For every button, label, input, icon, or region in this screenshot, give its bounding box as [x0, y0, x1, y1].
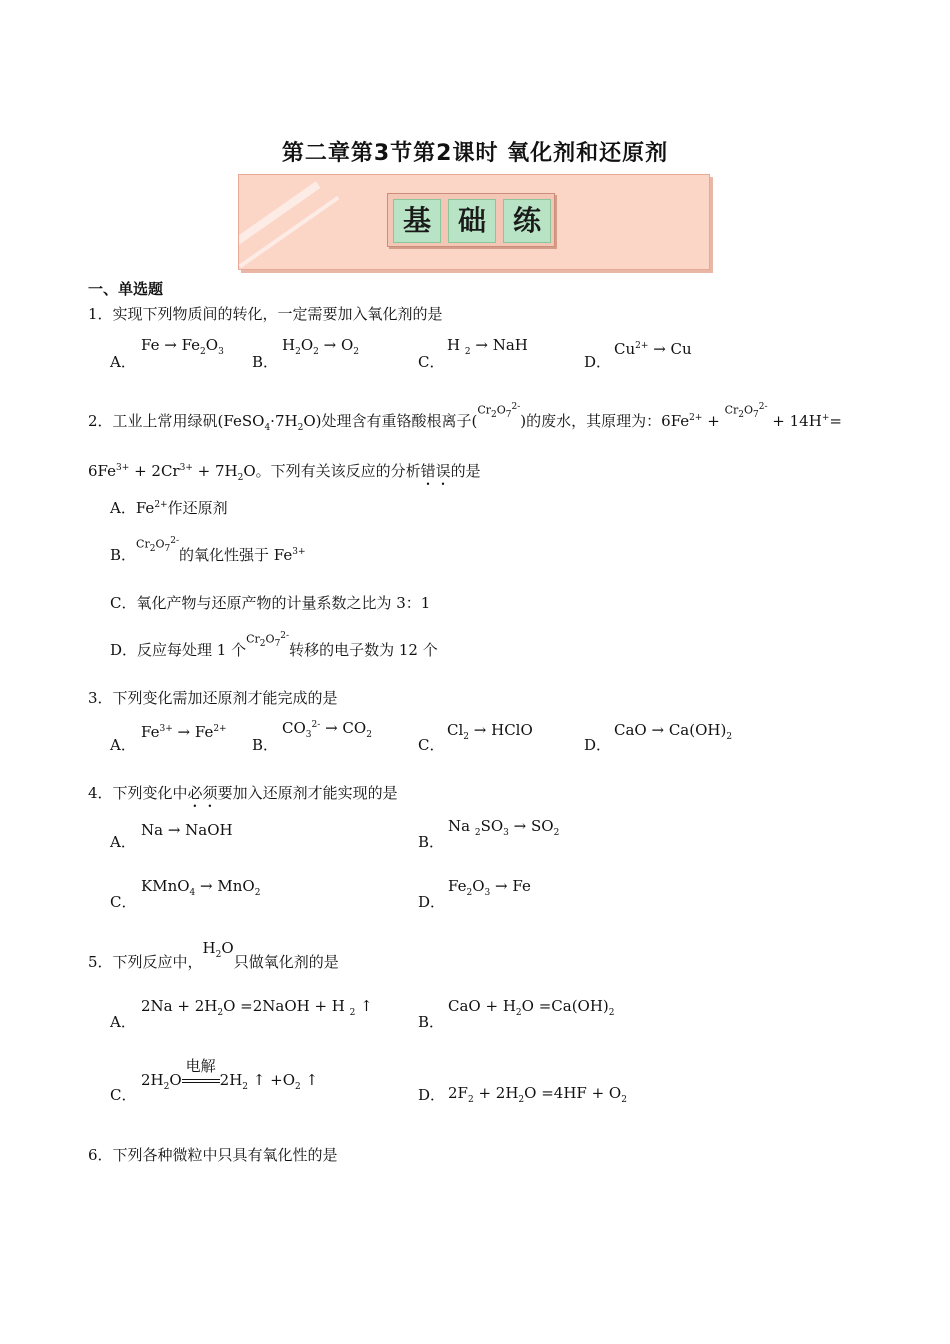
q5-option-b-formula: CaO + $H_2O =Ca(OH)_2$: [448, 997, 615, 1018]
q2-stem-part: 6Fe: [88, 462, 117, 480]
q4-option-a-formula: Na → NaOH: [141, 821, 233, 839]
question-1-stem: 1．实现下列物质间的转化，一定需要加入氧化剂的是: [88, 305, 443, 323]
banner-char: 基: [393, 199, 441, 243]
q2-option-d-text: D．反应每处理 1 个: [110, 641, 247, 659]
q2-stem-part: + 7H: [192, 462, 238, 480]
emphasized-word: 错误: [420, 462, 451, 480]
q4-option-c-formula: KMnO$_4$ → MnO$_2$: [141, 877, 261, 898]
q2-option-b-label: B．: [110, 546, 137, 564]
q4-option-c-label: C．: [110, 893, 137, 911]
q5-option-b-label: B．: [418, 1013, 445, 1031]
q5-option-a-label: A．: [110, 1013, 136, 1031]
q1-option-b-label: B．: [252, 353, 279, 371]
q2-stem-part: )的废水，其原理为：6Fe: [520, 412, 690, 430]
water-formula: $H_2O$: [202, 939, 234, 960]
q4-option-d-label: D．: [418, 893, 446, 911]
dichromate-ion: $Cr_2O_7^{2-}$: [477, 402, 521, 421]
q3-option-b-label: B．: [252, 736, 279, 754]
page-title: 第二章第3节第2课时 氧化剂和还原剂: [281, 141, 669, 166]
q3-option-d-formula: CaO → $Ca(OH)_2$: [614, 721, 733, 742]
dichromate-ion: $Cr_2O_7^{2-}$: [246, 631, 290, 650]
q2-stem-part: + 14H: [767, 412, 822, 430]
q2-option-d: [110, 631, 438, 661]
banner-char: 练: [503, 199, 551, 243]
dichromate-ion: $Cr_2O_7^{2-}$: [136, 536, 179, 555]
electrolysis-condition: [182, 1057, 220, 1089]
q3-option-d-label: D．: [584, 736, 612, 754]
q2-option-a-text: 作还原剂: [167, 499, 228, 517]
dichromate-ion: $Cr_2O_7^{2-}$: [724, 402, 768, 421]
q2-stem-part: 的是: [450, 462, 481, 480]
q2-stem-part: 2．工业上常用绿矾(FeSO: [88, 412, 265, 430]
q3-option-c-label: C．: [418, 736, 445, 754]
q2-option-b-text: 的氧化性强于 Fe: [179, 546, 293, 564]
q1-option-a-label: A．: [110, 353, 136, 371]
q4-option-b-formula: Na $_2SO_3 \to SO_2$: [448, 817, 560, 838]
question-4-stem: [88, 782, 398, 811]
q4-option-d-formula: $Fe_2O_3 \to Fe$: [448, 877, 531, 898]
q2-option-d-text: 转移的电子数为 12 个: [289, 641, 438, 659]
q5-stem-part: 只做氧化剂的是: [233, 953, 339, 971]
q2-option-a-text: A．Fe: [110, 499, 155, 517]
electrolysis-label: 电解: [185, 1057, 216, 1075]
q3-option-c-formula: $Cl_2$ → HClO: [447, 721, 533, 742]
q4-option-a-label: A．: [110, 833, 136, 851]
basic-practice-banner: [238, 174, 710, 270]
question-2-stem-line2: $6Fe^{3+} + 2Cr^{3+} + 7H_2O$。下列有关该反应的分析错误的是: [88, 462, 481, 483]
q1-option-d-formula: $Cu^{2+} \to Cu$: [614, 340, 692, 358]
q1-option-b-formula: $H_2O_2 \to O_2$: [282, 336, 360, 357]
q2-stem-part: O。下列有关该反应的分析: [243, 462, 421, 480]
q5-option-a-formula: $2Na + 2H_2O$ =2NaOH + H $_2$ ↑: [141, 997, 373, 1018]
question-3-stem: 3．下列变化需加还原剂才能完成的是: [88, 689, 338, 707]
q5-option-c-label: C．: [110, 1086, 137, 1104]
q4-option-b-label: B．: [418, 833, 445, 851]
q2-option-c: C．氧化产物与还原产物的计量系数之比为 3：1: [110, 594, 431, 612]
q5-option-d-label: D．: [418, 1086, 446, 1104]
q2-stem-part: =: [829, 412, 842, 430]
q3-option-a-label: A．: [110, 736, 136, 754]
q1-option-c-label: C．: [418, 353, 445, 371]
q1-option-a-formula: $Fe \to Fe_2O_3$: [141, 336, 224, 357]
emphasized-word: 必须: [187, 784, 218, 802]
q1-option-d-label: D．: [584, 353, 612, 371]
q1-option-c-formula: H $_2$ → NaH: [447, 336, 528, 357]
banner-char: 础: [448, 199, 496, 243]
q2-stem-part: + 2Cr: [129, 462, 180, 480]
q2-stem-part: ·7H: [270, 412, 298, 430]
q5-stem-part: 5．下列反应中，: [88, 953, 203, 971]
q4-stem-part: 4．下列变化中: [88, 784, 188, 802]
q5-option-d-formula: $2F_2 + 2H_2O =4HF + O_2$: [448, 1084, 627, 1105]
q3-option-b-formula: $CO_3^{2-} \to CO_2$: [282, 719, 372, 740]
q2-stem-part: O)处理含有重铬酸根离子(: [303, 412, 478, 430]
q2-option-a: A．$Fe^{2+}$作还原剂: [110, 499, 228, 517]
question-5-stem: [88, 939, 339, 974]
q2-option-b: B．$Cr_2O_7^{2-}$的氧化性强于 $Fe^{3+}$: [110, 536, 306, 564]
q5-option-c-formula: $2H_2O$ 电解 $2H_2$ ↑ $+O_2$ ↑: [141, 1057, 319, 1092]
question-2-stem: 2．工业上常用绿矾$(FeSO_4\cdot 7H_2O)$处理含有重铬酸根离子$(Cr_2O_7^{2-})$的废水，其原理为：$6Fe^{2+} + Cr_2O_7^{2-} + 14H^+=$: [88, 402, 842, 433]
q3-option-a-formula: $Fe^{3+} \to Fe^{2+}$: [141, 723, 227, 741]
q4-stem-part: 要加入还原剂才能实现的是: [217, 784, 398, 802]
banner-plate: [387, 193, 555, 247]
section-heading: 一、单选题: [88, 280, 164, 298]
question-6-stem: 6．下列各种微粒中只具有氧化性的是: [88, 1146, 338, 1164]
